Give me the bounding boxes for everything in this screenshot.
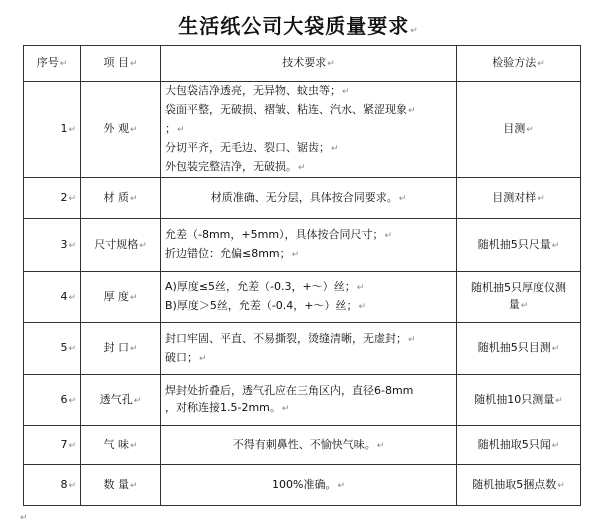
row-item: 封 口↵ (81, 323, 161, 375)
row-no: 4↵ (24, 272, 81, 323)
row-no: 7↵ (24, 426, 81, 465)
table-row (24, 323, 581, 375)
row-no: 2↵ (24, 178, 81, 219)
requirement-line: 大包袋洁净透亮，无异物、蚊虫等；↵ (165, 84, 350, 97)
header-method: 检验方法↵ (457, 46, 581, 82)
method-line: 随机抽5只厚度仪测 (471, 281, 566, 294)
table-row (24, 375, 581, 426)
row-no: 8↵ (24, 465, 81, 506)
row-no: 3↵ (24, 219, 81, 272)
return-mark-icon: ↵ (358, 302, 367, 312)
return-mark-icon: ↵ (551, 344, 560, 354)
return-mark-icon: ↵ (129, 125, 138, 135)
return-mark-icon: ↵ (537, 59, 545, 69)
return-mark-icon: ↵ (327, 59, 335, 69)
row-method: 随机抽5只尺量↵ (457, 219, 581, 272)
table-row (24, 465, 581, 506)
return-mark-icon: ↵ (331, 144, 339, 154)
return-mark-icon: ↵ (68, 395, 76, 406)
row-method: 随机抽5只目测↵ (457, 323, 581, 375)
row-method: 目测对样↵ (457, 178, 581, 219)
requirement-line: ，对称连接1.5-2mm。↵ (165, 401, 290, 414)
row-requirement: 不得有刺鼻性、不愉快气味。↵ (161, 426, 457, 465)
return-mark-icon: ↵ (129, 480, 138, 491)
return-mark-icon: ↵ (68, 440, 76, 451)
return-mark-icon: ↵ (376, 440, 385, 451)
return-mark-icon: ↵ (129, 344, 138, 354)
return-mark-icon: ↵ (68, 344, 76, 354)
return-mark-icon: ↵ (342, 87, 350, 97)
requirement-line: 破口；↵ (165, 350, 207, 364)
method-line: 量↵ (508, 298, 529, 311)
requirement-line: 封口牢固、平直、不易撕裂，烫缝清晰，无虚封；↵ (165, 331, 416, 345)
return-mark-icon: ↵ (68, 480, 76, 491)
row-no: 6↵ (24, 375, 81, 426)
return-mark-icon: ↵ (557, 480, 565, 491)
row-item: 外 观↵ (81, 82, 161, 178)
quality-requirements-table (23, 45, 581, 506)
return-mark-icon: ↵ (129, 292, 138, 303)
return-mark-icon: ↵ (68, 125, 76, 135)
requirement-line: 分切平齐，无毛边、裂口、锯齿；↵ (165, 141, 339, 154)
row-no: 1↵ (24, 82, 81, 178)
row-method: 随机抽取5捆点数↵ (457, 465, 581, 506)
table-row (24, 178, 581, 219)
return-mark-icon: ↵ (68, 193, 76, 204)
return-mark-icon: ↵ (59, 59, 68, 69)
requirement-line: 焊封处折叠后，透气孔应在三角区内，直径6-8mm (165, 384, 414, 397)
row-method: 目测↵ (457, 82, 581, 178)
requirement-line: 允差（-8mm，+5mm），具体按合同尺寸；↵ (165, 228, 393, 241)
return-mark-icon: ↵ (177, 125, 185, 135)
row-method (457, 272, 581, 323)
row-requirement (161, 323, 457, 375)
requirement-line: 折边错位：允偏≤8mm；↵ (165, 247, 300, 260)
table-header-row (24, 46, 581, 82)
return-mark-icon: ↵ (68, 240, 76, 251)
row-requirement (161, 272, 457, 323)
header-item: 项 目↵ (81, 46, 161, 82)
return-mark-icon: ↵ (551, 240, 560, 251)
return-mark-icon: ↵ (139, 240, 147, 251)
return-mark-icon: ↵ (129, 440, 138, 451)
row-item: 材 质↵ (81, 178, 161, 219)
return-mark-icon: ↵ (133, 395, 142, 406)
return-mark-icon: ↵ (384, 231, 393, 241)
return-mark-icon: ↵ (20, 513, 28, 523)
return-mark-icon: ↵ (408, 334, 416, 345)
return-mark-icon: ↵ (408, 106, 416, 116)
row-method: 随机抽10只测量↵ (457, 375, 581, 426)
row-no: 5↵ (24, 323, 81, 375)
return-mark-icon: ↵ (398, 193, 407, 204)
return-mark-icon: ↵ (291, 250, 300, 260)
return-mark-icon: ↵ (129, 59, 138, 69)
header-requirement: 技术要求↵ (161, 46, 457, 82)
row-requirement: 100%准确。↵ (161, 465, 457, 506)
row-item: 尺寸规格↵ (81, 219, 161, 272)
return-mark-icon: ↵ (281, 404, 290, 414)
row-item: 透气孔↵ (81, 375, 161, 426)
return-mark-icon: ↵ (68, 292, 76, 303)
return-mark-icon: ↵ (555, 395, 563, 406)
return-mark-icon: ↵ (298, 163, 306, 173)
return-mark-icon: ↵ (551, 440, 560, 451)
header-no: 序号↵ (24, 46, 81, 82)
return-mark-icon: ↵ (520, 301, 529, 311)
row-requirement: 材质准确、无分层，具体按合同要求。↵ (161, 178, 457, 219)
return-mark-icon: ↵ (410, 26, 419, 36)
requirement-line: B)厚度＞5丝，允差（-0.4，+～）丝；↵ (165, 299, 367, 312)
table-row (24, 219, 581, 272)
row-method: 随机抽取5只闻↵ (457, 426, 581, 465)
return-mark-icon: ↵ (526, 125, 534, 135)
requirement-line: ；↵ (165, 122, 185, 135)
requirement-line: 外包装完整洁净，无破损。↵ (165, 160, 306, 173)
table-row (24, 82, 581, 178)
page-title (0, 10, 597, 39)
return-mark-icon: ↵ (537, 193, 545, 204)
return-mark-icon: ↵ (337, 480, 345, 491)
row-requirement (161, 375, 457, 426)
row-item: 厚 度↵ (81, 272, 161, 323)
return-mark-icon: ↵ (129, 193, 138, 204)
return-mark-icon: ↵ (356, 283, 365, 293)
table-row (24, 426, 581, 465)
table-row (24, 272, 581, 323)
row-requirement (161, 82, 457, 178)
page-title-text: 生活纸公司大袋质量要求 (178, 14, 410, 38)
requirement-line: A)厚度≤5丝，允差（-0.3，+～）丝；↵ (165, 280, 365, 293)
row-item: 气 味↵ (81, 426, 161, 465)
row-item: 数 量↵ (81, 465, 161, 506)
return-mark-icon: ↵ (199, 353, 207, 364)
requirement-line: 袋面平整，无破损、褶皱、粘连、汽水、紧涩现象↵ (165, 103, 416, 116)
row-requirement (161, 219, 457, 272)
